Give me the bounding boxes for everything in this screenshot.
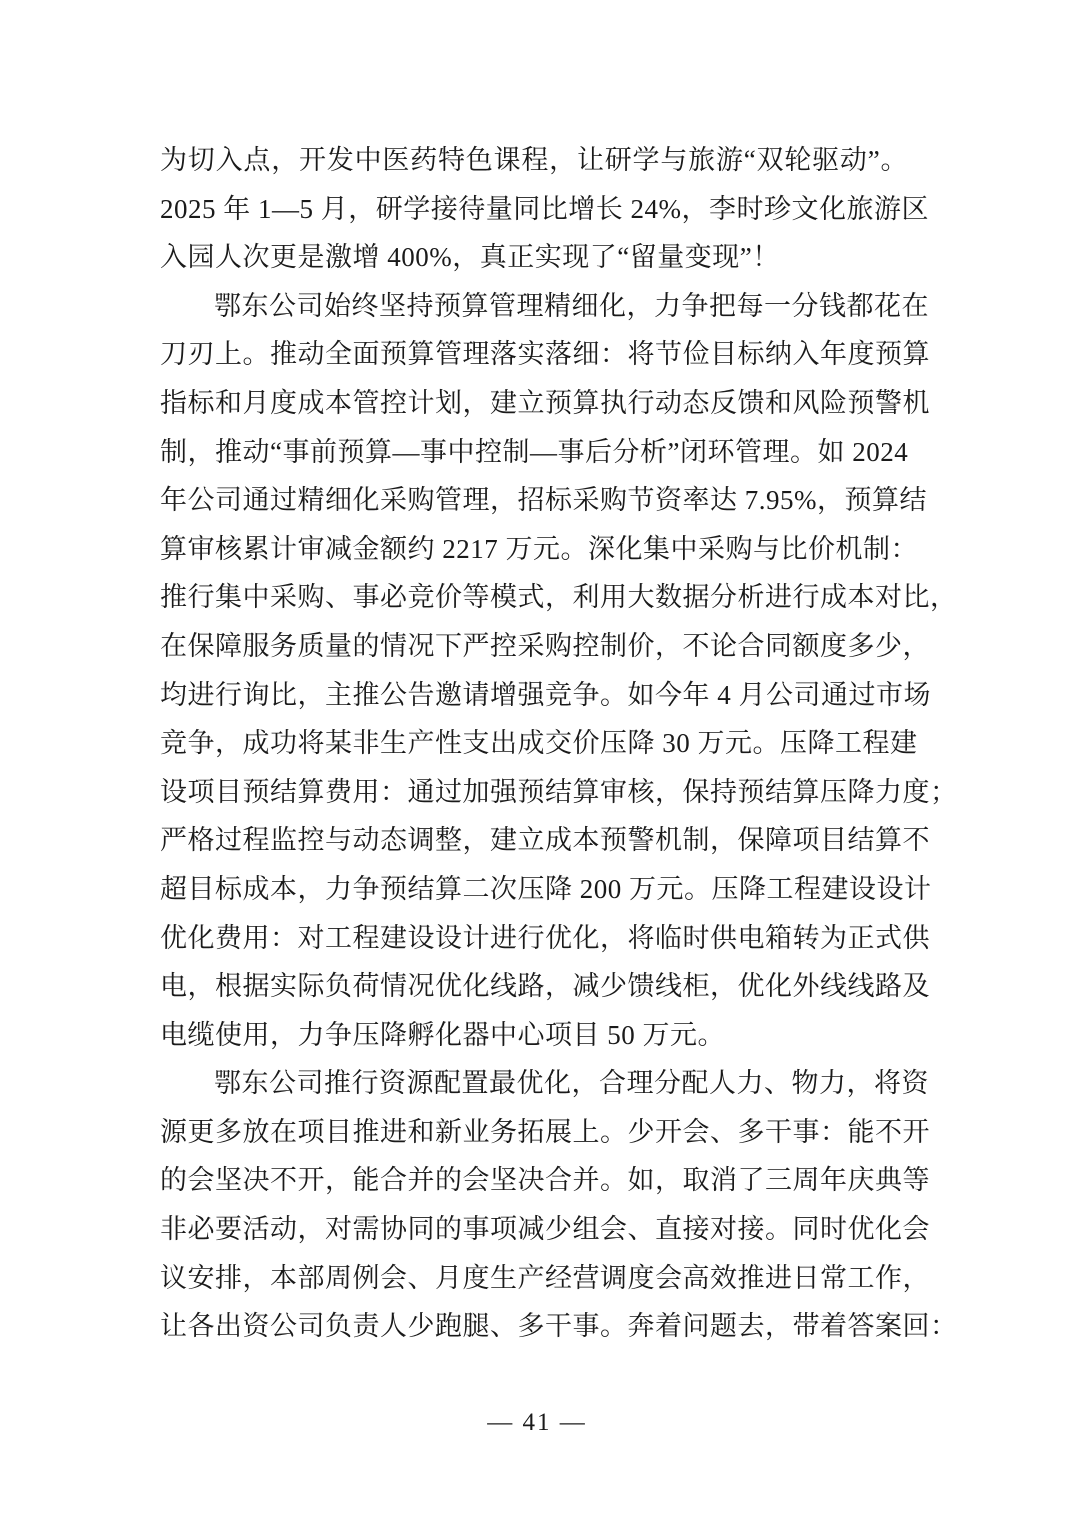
text-line: 算审核累计审减金额约 2217 万元。深化集中采购与比价机制： bbox=[160, 533, 918, 564]
page-number: — 41 — bbox=[487, 1409, 587, 1436]
text-line: 竞争，成功将某非生产性支出成交价压降 30 万元。压降工程建 bbox=[160, 728, 918, 759]
text-line: 议安排，本部周例会、月度生产经营调度会高效推进日常工作， bbox=[160, 1262, 930, 1293]
text-line: 推行集中采购、事必竞价等模式，利用大数据分析进行成本对比， bbox=[160, 582, 958, 613]
text-line: 非必要活动，对需协同的事项减少组会、直接对接。同时优化会 bbox=[160, 1214, 930, 1245]
text-line: 年公司通过精细化采购管理，招标采购节资率达 7.95%，预算结 bbox=[160, 485, 927, 516]
text-line: 源更多放在项目推进和新业务拓展上。少开会、多干事：能不开 bbox=[160, 1116, 930, 1147]
text-block bbox=[160, 136, 958, 1351]
text-line: 超目标成本，力争预结算二次压降 200 万元。压降工程建设设计 bbox=[160, 873, 932, 904]
text-line: 严格过程监控与动态调整，建立成本预警机制，保障项目结算不 bbox=[160, 825, 930, 856]
text-line: 让各出资公司负责人少跑腿、多干事。奔着问题去，带着答案回： bbox=[160, 1311, 958, 1342]
text-line: 指标和月度成本管控计划，建立预算执行动态反馈和风险预警机 bbox=[160, 387, 930, 418]
text-line: 电缆使用，力争压降孵化器中心项目 50 万元。 bbox=[160, 1019, 725, 1050]
text-line: 优化费用：对工程建设设计进行优化，将临时供电箱转为正式供 bbox=[160, 922, 930, 953]
text-line: 设项目预结算费用：通过加强预结算审核，保持预结算压降力度； bbox=[160, 776, 958, 807]
text-line: 为切入点，开发中医药特色课程，让研学与旅游“双轮驱动”。 bbox=[160, 145, 908, 175]
text-line: 在保障服务质量的情况下严控采购控制价，不论合同额度多少， bbox=[160, 630, 930, 661]
text-line: 入园人次更是激增 400%，真正实现了“留量变现”！ bbox=[160, 242, 780, 273]
text-line: 刀刃上。推动全面预算管理落实落细：将节俭目标纳入年度预算 bbox=[160, 339, 930, 370]
text-line: 的会坚决不开，能合并的会坚决合并。如，取消了三周年庆典等 bbox=[160, 1165, 930, 1196]
text-line: 均进行询比，主推公告邀请增强竞争。如今年 4 月公司通过市场 bbox=[160, 679, 931, 710]
text-line: 2025 年 1—5 月，研学接待量同比增长 24%，李时珍文化旅游区 bbox=[160, 193, 929, 224]
text-line: 鄂东公司始终坚持预算管理精细化，力争把每一分钱都花在 bbox=[214, 290, 929, 321]
text-line: 电，根据实际负荷情况优化线路，减少馈线柜，优化外线线路及 bbox=[160, 971, 930, 1002]
text-line: 鄂东公司推行资源配置最优化，合理分配人力、物力，将资 bbox=[214, 1068, 929, 1099]
text-line: 制，推动“事前预算—事中控制—事后分析”闭环管理。如 2024 bbox=[160, 436, 909, 467]
